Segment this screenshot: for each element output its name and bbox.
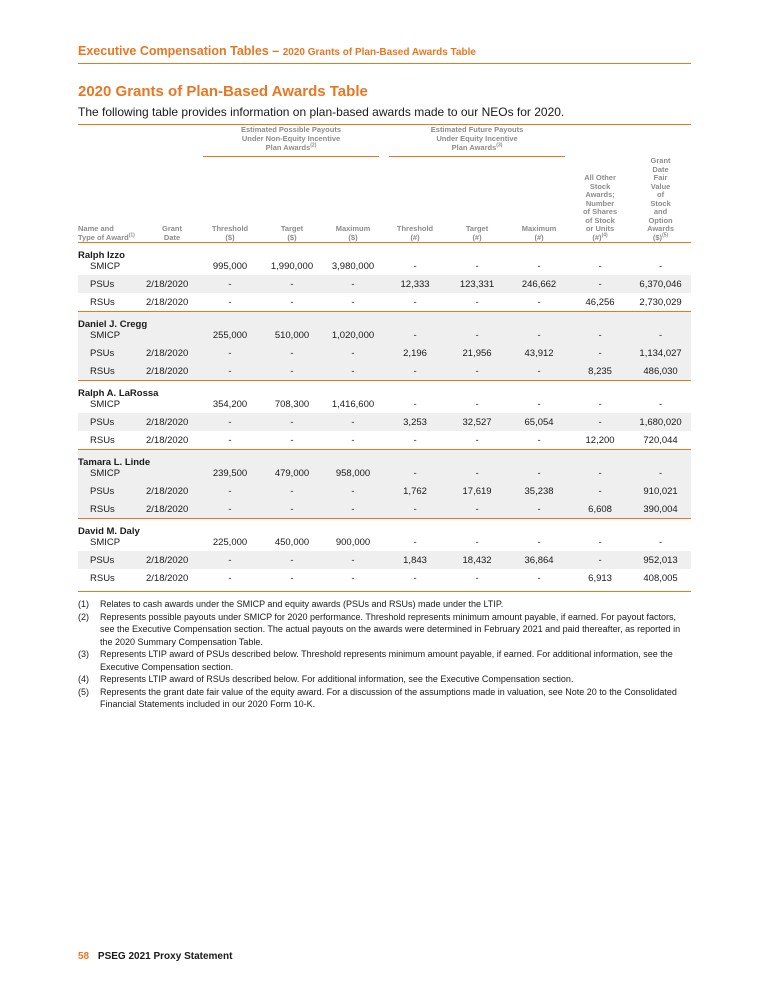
footnote-number: (2) <box>78 611 89 622</box>
col-header-eq-maximum: Maximum (#) <box>508 157 570 243</box>
footnote-text: Relates to cash awards under the SMICP and equity awards (PSUs and RSUs) made under the LTIP. <box>100 599 504 609</box>
cell-ne-threshold: - <box>198 500 262 519</box>
footnote-number: (3) <box>78 649 89 659</box>
cell-eq-target: - <box>475 296 479 308</box>
cell-ne-target: - <box>262 551 322 569</box>
table-row <box>78 261 691 275</box>
cell-other-stock: - <box>598 399 602 410</box>
award-type: SMICP <box>90 261 121 272</box>
award-type: PSUs <box>78 413 146 431</box>
cell-eq-target: - <box>475 399 479 410</box>
grant-date: 2/18/2020 <box>146 296 189 308</box>
cell-ne-target: - <box>290 572 294 584</box>
executive-name: Ralph A. LaRossa <box>78 387 159 399</box>
grant-date: 2/18/2020 <box>146 572 189 584</box>
group-header-row <box>78 125 691 157</box>
cell-eq-target: - <box>446 330 508 344</box>
table-row <box>78 500 691 519</box>
grants-table <box>78 125 691 587</box>
footnote <box>78 686 691 711</box>
executive-name-row <box>78 519 691 537</box>
cell-ne-maximum: - <box>351 434 355 446</box>
page-footer <box>78 951 232 962</box>
intro-text: The following table provides information on plan-based awards made to our NEOs for 2020. <box>78 105 565 119</box>
cell-eq-maximum: - <box>537 296 541 308</box>
cell-eq-threshold: - <box>384 330 446 344</box>
cell-eq-maximum: - <box>508 330 570 344</box>
col-header-ne-threshold: Threshold ($) <box>198 157 262 243</box>
cell-other-stock: - <box>570 468 630 482</box>
cell-other-stock: - <box>570 482 630 500</box>
footnote-number: (5) <box>78 686 89 697</box>
cell-fair-value: 910,021 <box>630 482 691 500</box>
cell-fair-value: 1,680,020 <box>630 413 691 431</box>
table-row <box>78 569 691 587</box>
award-type: RSUs <box>90 434 115 446</box>
footnote-number: (1) <box>78 599 89 609</box>
cell-eq-threshold: - <box>413 261 417 272</box>
cell-ne-maximum: 3,980,000 <box>331 261 375 272</box>
cell-eq-threshold: - <box>384 362 446 381</box>
cell-eq-target: - <box>475 572 479 584</box>
cell-other-stock: 8,235 <box>570 362 630 381</box>
cell-fair-value: 486,030 <box>630 362 691 381</box>
col-header-ne-target: Target ($) <box>262 157 322 243</box>
cell-eq-target: - <box>475 434 479 446</box>
grant-date <box>146 468 198 482</box>
cell-eq-threshold: - <box>413 537 417 548</box>
cell-ne-threshold: - <box>198 275 262 293</box>
footnote-text: Represents possible payouts under SMICP for 2020 performance. Threshold represents minimum amount payable, if earned. For payout factors, see the Executive Compensation section. The actual payouts on the awards were determined in February 2021 and paid thereafter, as reported in the 2020 Summary Compensation Table. <box>100 611 681 647</box>
cell-eq-threshold: 2,196 <box>384 344 446 362</box>
footnote-text: Represents LTIP award of PSUs described below. Threshold represents minimum amount payable, if earned. For additional information, see the Executive Compensation section. <box>100 649 673 672</box>
cell-eq-threshold: - <box>413 399 417 410</box>
cell-fair-value: 2,730,029 <box>639 296 682 308</box>
cell-ne-target: 1,990,000 <box>270 261 314 272</box>
cell-other-stock: 6,608 <box>570 500 630 519</box>
grant-date <box>146 537 198 551</box>
award-type: PSUs <box>78 344 146 362</box>
cell-eq-target: 18,432 <box>446 551 508 569</box>
award-type: SMICP <box>78 330 146 344</box>
cell-ne-maximum: 900,000 <box>335 537 371 548</box>
cell-eq-maximum: 65,054 <box>508 413 570 431</box>
table-row <box>78 293 691 312</box>
award-type: RSUs <box>78 362 146 381</box>
cell-ne-threshold: - <box>228 434 232 446</box>
cell-ne-maximum: - <box>351 296 355 308</box>
cell-ne-target: - <box>262 500 322 519</box>
cell-eq-maximum: - <box>537 572 541 584</box>
cell-eq-maximum: - <box>537 399 541 410</box>
award-type: SMICP <box>90 399 121 410</box>
grant-date: 2/18/2020 <box>146 344 198 362</box>
cell-eq-target: 32,527 <box>446 413 508 431</box>
cell-ne-threshold: 255,000 <box>198 330 262 344</box>
cell-eq-target: - <box>446 362 508 381</box>
cell-ne-threshold: 225,000 <box>212 537 248 548</box>
grant-date: 2/18/2020 <box>146 362 198 381</box>
table-row <box>78 344 691 362</box>
col-header-eq-threshold: Threshold (#) <box>384 157 446 243</box>
cell-eq-threshold: - <box>384 468 446 482</box>
footnote <box>78 598 691 611</box>
grant-date: 2/18/2020 <box>146 551 198 569</box>
cell-other-stock: 12,200 <box>585 434 615 446</box>
cell-other-stock: - <box>598 537 602 548</box>
col-header-other-stock: All Other Stock Awards; Number of Shares of Stock or Units (#)$^{(4)}$ <box>570 157 630 243</box>
section-title: 2020 Grants of Plan-Based Awards Table <box>78 83 368 100</box>
cell-other-stock: - <box>570 551 630 569</box>
cell-ne-threshold: - <box>198 362 262 381</box>
footnote-number: (4) <box>78 674 89 684</box>
cell-eq-maximum: 43,912 <box>508 344 570 362</box>
cell-ne-target: - <box>262 344 322 362</box>
running-header-subtitle: 2020 Grants of Plan-Based Awards Table <box>282 47 476 58</box>
cell-eq-threshold: 12,333 <box>384 275 446 293</box>
table-row <box>78 362 691 381</box>
cell-ne-target: - <box>262 413 322 431</box>
cell-ne-threshold: - <box>228 296 232 308</box>
cell-eq-target: 123,331 <box>446 275 508 293</box>
table-row <box>78 399 691 413</box>
cell-ne-maximum: - <box>322 482 384 500</box>
table-row <box>78 482 691 500</box>
cell-eq-threshold: 1,762 <box>384 482 446 500</box>
cell-eq-threshold: - <box>413 296 417 308</box>
table-row <box>78 468 691 482</box>
cell-ne-maximum: 958,000 <box>322 468 384 482</box>
cell-other-stock: - <box>570 275 630 293</box>
cell-ne-threshold: - <box>228 572 232 584</box>
cell-eq-threshold: - <box>413 572 417 584</box>
group-header-equity: Estimated Future Payouts Under Equity Incentive Plan Awards$^{(3)}$ <box>384 125 570 157</box>
executive-name-row <box>78 381 691 399</box>
cell-eq-target: - <box>475 261 479 272</box>
cell-ne-threshold: - <box>198 413 262 431</box>
cell-fair-value: 6,370,046 <box>630 275 691 293</box>
cell-ne-maximum: - <box>322 362 384 381</box>
column-header-row <box>78 157 691 243</box>
cell-ne-maximum: - <box>322 344 384 362</box>
cell-ne-target: - <box>290 434 294 446</box>
cell-ne-target: 450,000 <box>274 537 310 548</box>
cell-ne-target: 708,300 <box>274 399 310 410</box>
cell-eq-maximum: 36,864 <box>508 551 570 569</box>
award-type: PSUs <box>78 275 146 293</box>
cell-ne-maximum: - <box>322 275 384 293</box>
cell-ne-target: - <box>262 362 322 381</box>
col-header-eq-target: Target (#) <box>446 157 508 243</box>
cell-ne-maximum: 1,416,600 <box>331 399 375 410</box>
executive-name-row <box>78 243 691 262</box>
cell-eq-maximum: 35,238 <box>508 482 570 500</box>
cell-fair-value: 408,005 <box>643 572 678 584</box>
cell-eq-threshold: - <box>384 500 446 519</box>
cell-eq-maximum: - <box>508 500 570 519</box>
col-header-ne-maximum: Maximum ($) <box>322 157 384 243</box>
award-type: RSUs <box>90 296 115 308</box>
cell-eq-target: - <box>475 537 479 548</box>
cell-fair-value: - <box>630 330 691 344</box>
cell-ne-target: 510,000 <box>262 330 322 344</box>
cell-ne-target: 479,000 <box>262 468 322 482</box>
grant-date <box>146 399 198 413</box>
table-row <box>78 551 691 569</box>
executive-name: Daniel J. Cregg <box>78 312 691 330</box>
executive-name: Ralph Izzo <box>78 249 125 261</box>
cell-other-stock: - <box>570 344 630 362</box>
group-header-non-equity: Estimated Possible Payouts Under Non-Equity Incentive Plan Awards$^{(2)}$ <box>198 125 384 157</box>
award-type: PSUs <box>78 482 146 500</box>
grant-date: 2/18/2020 <box>146 275 198 293</box>
cell-ne-threshold: - <box>198 551 262 569</box>
cell-fair-value: 720,044 <box>643 434 678 446</box>
cell-eq-maximum: - <box>537 537 541 548</box>
award-type: SMICP <box>90 537 121 548</box>
cell-other-stock: 46,256 <box>585 296 615 308</box>
grant-date: 2/18/2020 <box>146 500 198 519</box>
cell-other-stock: - <box>598 261 602 272</box>
cell-fair-value: 1,134,027 <box>630 344 691 362</box>
executive-name-row <box>78 450 691 468</box>
footnotes <box>78 598 691 711</box>
cell-ne-maximum: - <box>351 572 355 584</box>
cell-eq-threshold: 1,843 <box>384 551 446 569</box>
award-type: PSUs <box>78 551 146 569</box>
col-header-fair-value: Grant Date Fair Value of Stock and Option Awards ($)$^{(5)}$ <box>630 157 691 243</box>
cell-fair-value: 390,004 <box>630 500 691 519</box>
table-bottom-divider <box>78 591 691 592</box>
cell-eq-target: 21,956 <box>446 344 508 362</box>
executive-name-row <box>78 312 691 330</box>
table-row <box>78 431 691 450</box>
header-divider <box>78 63 691 64</box>
grant-date: 2/18/2020 <box>146 482 198 500</box>
document-name: PSEG 2021 Proxy Statement <box>97 951 233 962</box>
cell-ne-threshold: 239,500 <box>198 468 262 482</box>
cell-ne-target: - <box>262 482 322 500</box>
footnote-text: Represents LTIP award of RSUs described below. For additional information, see the Executive Compensation section. <box>100 674 574 684</box>
cell-eq-threshold: - <box>413 434 417 446</box>
page <box>78 0 691 711</box>
award-type: RSUs <box>78 500 146 519</box>
running-header-title: Executive Compensation Tables – <box>78 44 280 58</box>
col-header-name: Name and Type of Award$^{(1)}$ <box>78 157 146 243</box>
cell-eq-maximum: 246,662 <box>508 275 570 293</box>
cell-ne-threshold: 354,200 <box>212 399 248 410</box>
footnote <box>78 611 691 649</box>
cell-ne-maximum: - <box>322 500 384 519</box>
cell-ne-threshold: - <box>198 482 262 500</box>
footnote-text: Represents the grant date fair value of the equity award. For a discussion of the assumptions made in valuation, see Note 20 to the Consolidated Financial Statements included in our 2020 Form 10-K. <box>100 686 677 709</box>
cell-eq-maximum: - <box>508 468 570 482</box>
grant-date: 2/18/2020 <box>146 413 198 431</box>
cell-eq-maximum: - <box>508 362 570 381</box>
cell-eq-target: - <box>446 468 508 482</box>
table-row <box>78 330 691 344</box>
grant-date <box>146 261 198 275</box>
cell-ne-threshold: 995,000 <box>212 261 248 272</box>
table-row <box>78 413 691 431</box>
table-row <box>78 275 691 293</box>
cell-ne-threshold: - <box>198 344 262 362</box>
cell-fair-value: - <box>658 399 663 410</box>
col-header-grant-date: Grant Date <box>146 157 198 243</box>
executive-name: David M. Daly <box>78 525 140 537</box>
cell-ne-maximum: - <box>322 551 384 569</box>
cell-fair-value: 952,013 <box>630 551 691 569</box>
cell-other-stock: - <box>570 330 630 344</box>
footnote <box>78 673 691 686</box>
table-row <box>78 537 691 551</box>
cell-fair-value: - <box>658 537 663 548</box>
cell-ne-target: - <box>262 275 322 293</box>
grants-table-body <box>78 243 691 588</box>
cell-eq-threshold: 3,253 <box>384 413 446 431</box>
running-header <box>78 44 691 58</box>
executive-name: Tamara L. Linde <box>78 450 691 468</box>
award-type: RSUs <box>90 572 115 584</box>
cell-fair-value: - <box>630 468 691 482</box>
cell-other-stock: 6,913 <box>588 572 612 584</box>
cell-eq-target: 17,619 <box>446 482 508 500</box>
award-type: SMICP <box>78 468 146 482</box>
footnote <box>78 648 691 673</box>
cell-ne-maximum: - <box>322 413 384 431</box>
cell-eq-target: - <box>446 500 508 519</box>
cell-ne-target: - <box>290 296 294 308</box>
cell-ne-maximum: 1,020,000 <box>322 330 384 344</box>
grant-date: 2/18/2020 <box>146 434 189 446</box>
cell-eq-maximum: - <box>537 434 541 446</box>
page-number: 58 <box>78 951 90 962</box>
grant-date <box>146 330 198 344</box>
cell-eq-maximum: - <box>537 261 541 272</box>
cell-fair-value: - <box>658 261 663 272</box>
cell-other-stock: - <box>570 413 630 431</box>
